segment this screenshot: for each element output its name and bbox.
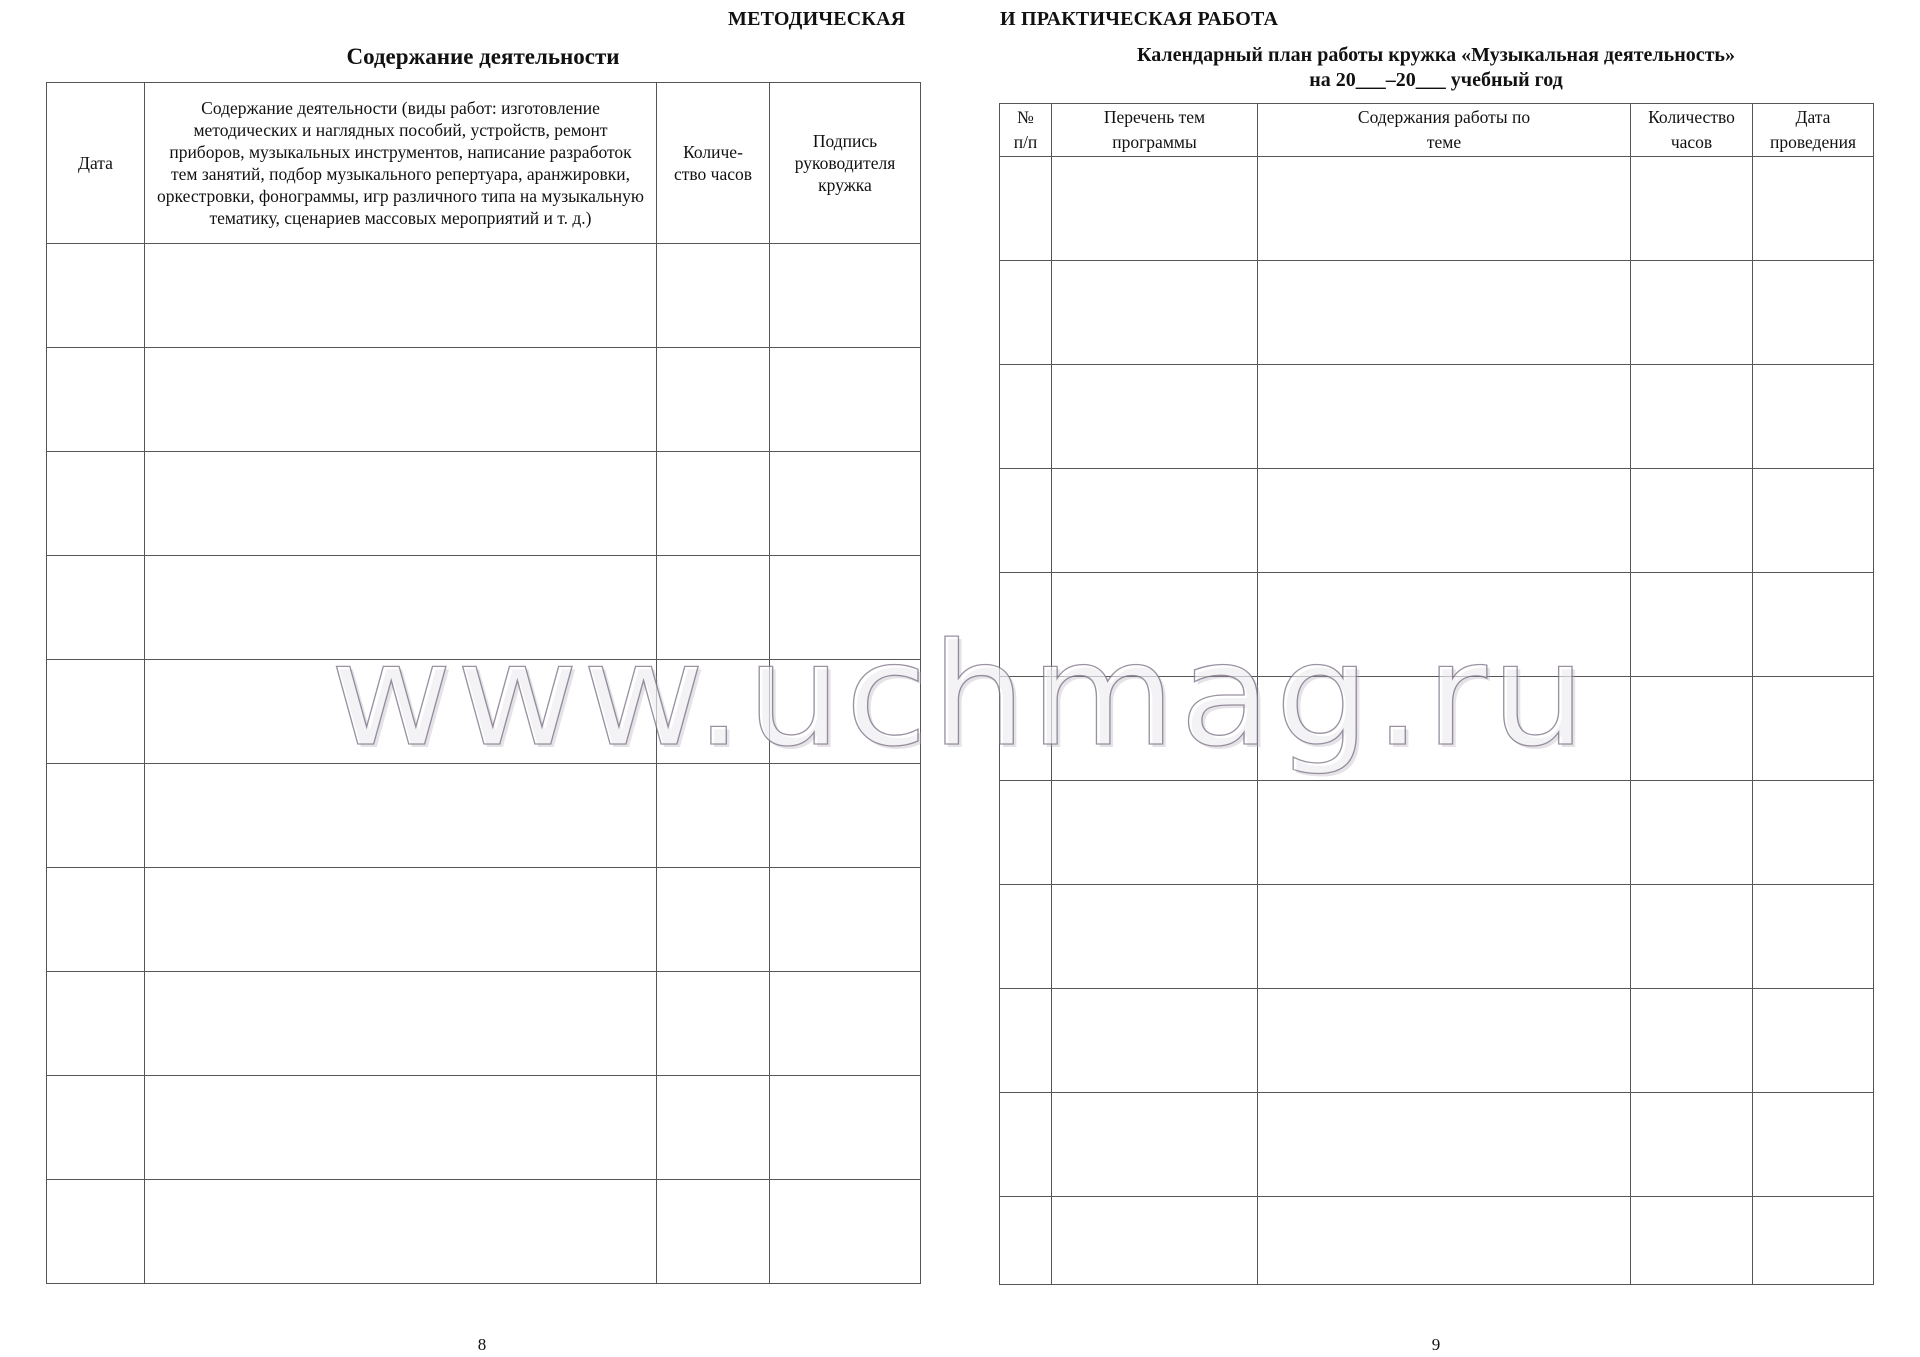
table-cell [657, 868, 770, 972]
table-cell [1000, 261, 1052, 365]
table-cell [1258, 1197, 1631, 1285]
table-cell [1631, 1093, 1753, 1197]
table-cell [657, 244, 770, 348]
column-header-number: № п/п [1000, 104, 1052, 157]
column-header-signature: Подпись руководителя кружка [770, 83, 921, 244]
column-header-topics: Перечень тем программы [1052, 104, 1258, 157]
table-row [47, 660, 921, 764]
table-cell [1052, 885, 1258, 989]
table-cell [657, 556, 770, 660]
table-cell [1753, 365, 1874, 469]
table-cell [1631, 365, 1753, 469]
table-row [1000, 573, 1874, 677]
table-cell [1052, 1093, 1258, 1197]
table-header-row [47, 83, 921, 244]
table-cell [1052, 157, 1258, 261]
table-cell [1258, 157, 1631, 261]
calendar-plan-table [999, 103, 1874, 1285]
table-cell [770, 660, 921, 764]
table-cell [1753, 1093, 1874, 1197]
table-cell [657, 1076, 770, 1180]
table-cell [1052, 677, 1258, 781]
table-cell [47, 868, 145, 972]
running-head-left: МЕТОДИЧЕСКАЯ [728, 8, 906, 30]
table-cell [657, 764, 770, 868]
running-head-right: И ПРАКТИЧЕСКАЯ РАБОТА [1000, 8, 1279, 30]
table-row [1000, 469, 1874, 573]
table-cell [145, 556, 657, 660]
table-header-row [1000, 104, 1874, 157]
table-cell [1631, 573, 1753, 677]
table-cell [1258, 1093, 1631, 1197]
table-cell [770, 348, 921, 452]
table-cell [770, 764, 921, 868]
column-header-activity-content: Содержание деятельности (виды работ: изготовление методических и наглядных пособий, устройств, ремонт приборов, музыкальных инструментов, написание разработок тем занятий, подбор музыкального репертуара, аранжировки, оркестровки, фонограммы, игр различного типа на музыкальную тематику, сценариев массовых мероприятий и т. д.) [145, 83, 657, 244]
table-cell [1753, 157, 1874, 261]
table-cell [1052, 573, 1258, 677]
table-cell [770, 1076, 921, 1180]
table-row [1000, 885, 1874, 989]
table-cell [1258, 781, 1631, 885]
table-cell [1052, 1197, 1258, 1285]
table-cell [1631, 469, 1753, 573]
table-cell [1631, 677, 1753, 781]
table-cell [145, 452, 657, 556]
table-cell [1052, 469, 1258, 573]
table-cell [145, 660, 657, 764]
table-cell [1052, 781, 1258, 885]
table-cell [47, 348, 145, 452]
column-header-date: Дата [47, 83, 145, 244]
table-cell [1000, 157, 1052, 261]
table-cell [47, 1076, 145, 1180]
table-cell [657, 972, 770, 1076]
table-cell [145, 764, 657, 868]
table-cell [1753, 781, 1874, 885]
column-header-date: Дата проведения [1753, 104, 1874, 157]
table-row [47, 1076, 921, 1180]
table-cell [1753, 469, 1874, 573]
table-cell [1000, 989, 1052, 1093]
table-cell [770, 972, 921, 1076]
table-cell [770, 452, 921, 556]
table-cell [47, 1180, 145, 1284]
table-cell [47, 452, 145, 556]
table-row [47, 1180, 921, 1284]
table-cell [657, 1180, 770, 1284]
table-cell [145, 1180, 657, 1284]
table-cell [47, 556, 145, 660]
table-row [1000, 677, 1874, 781]
table-row [47, 452, 921, 556]
table-cell [770, 1180, 921, 1284]
table-cell [145, 1076, 657, 1180]
table-cell [1000, 781, 1052, 885]
table-cell [1000, 1093, 1052, 1197]
activity-content-table [46, 82, 921, 1284]
table-cell [145, 244, 657, 348]
table-cell [1631, 157, 1753, 261]
table-cell [1753, 989, 1874, 1093]
right-page-title: Календарный план работы кружка «Музыкальная деятельность» [1137, 44, 1735, 66]
table-cell [1631, 261, 1753, 365]
table-cell [1000, 677, 1052, 781]
table-cell [657, 452, 770, 556]
table-cell [1258, 469, 1631, 573]
right-page-subtitle: на 20___–20___ учебный год [1309, 69, 1563, 91]
table-cell [1052, 989, 1258, 1093]
table-cell [1052, 365, 1258, 469]
table-cell [657, 660, 770, 764]
table-row [1000, 989, 1874, 1093]
left-page-title: Содержание деятельности [346, 44, 620, 69]
table-cell [1753, 573, 1874, 677]
table-cell [1631, 989, 1753, 1093]
table-cell [1258, 885, 1631, 989]
table-cell [770, 556, 921, 660]
table-cell [1258, 989, 1631, 1093]
table-cell [1753, 261, 1874, 365]
table-cell [145, 868, 657, 972]
table-cell [1000, 365, 1052, 469]
table-row [47, 556, 921, 660]
table-cell [47, 660, 145, 764]
table-row [1000, 261, 1874, 365]
table-cell [1753, 1197, 1874, 1285]
page-number-right: 9 [1431, 1335, 1441, 1354]
table-cell [1631, 885, 1753, 989]
table-cell [1753, 677, 1874, 781]
column-header-work-content: Содержания работы по теме [1258, 104, 1631, 157]
table-row [1000, 1197, 1874, 1285]
table-cell [47, 764, 145, 868]
table-row [47, 764, 921, 868]
table-cell [47, 972, 145, 1076]
table-row [1000, 1093, 1874, 1197]
table-cell [1753, 885, 1874, 989]
table-cell [145, 348, 657, 452]
table-row [1000, 781, 1874, 885]
table-cell [47, 244, 145, 348]
table-cell [1000, 1197, 1052, 1285]
table-cell [1258, 261, 1631, 365]
table-cell [770, 868, 921, 972]
table-row [47, 868, 921, 972]
column-header-hours: Количество часов [1631, 104, 1753, 157]
table-row [47, 244, 921, 348]
table-cell [1631, 1197, 1753, 1285]
column-header-hours: Количе-ство часов [657, 83, 770, 244]
table-cell [1000, 885, 1052, 989]
table-cell [770, 244, 921, 348]
table-cell [1258, 573, 1631, 677]
table-row [1000, 157, 1874, 261]
table-cell [1258, 365, 1631, 469]
table-cell [1000, 573, 1052, 677]
table-cell [657, 348, 770, 452]
table-row [47, 348, 921, 452]
table-cell [1258, 677, 1631, 781]
watermark: www.uchmag.ru [330, 613, 1590, 778]
table-cell [1052, 261, 1258, 365]
page-number-left: 8 [477, 1335, 487, 1354]
table-cell [1000, 469, 1052, 573]
table-cell [145, 972, 657, 1076]
table-cell [1631, 781, 1753, 885]
table-row [47, 972, 921, 1076]
table-row [1000, 365, 1874, 469]
